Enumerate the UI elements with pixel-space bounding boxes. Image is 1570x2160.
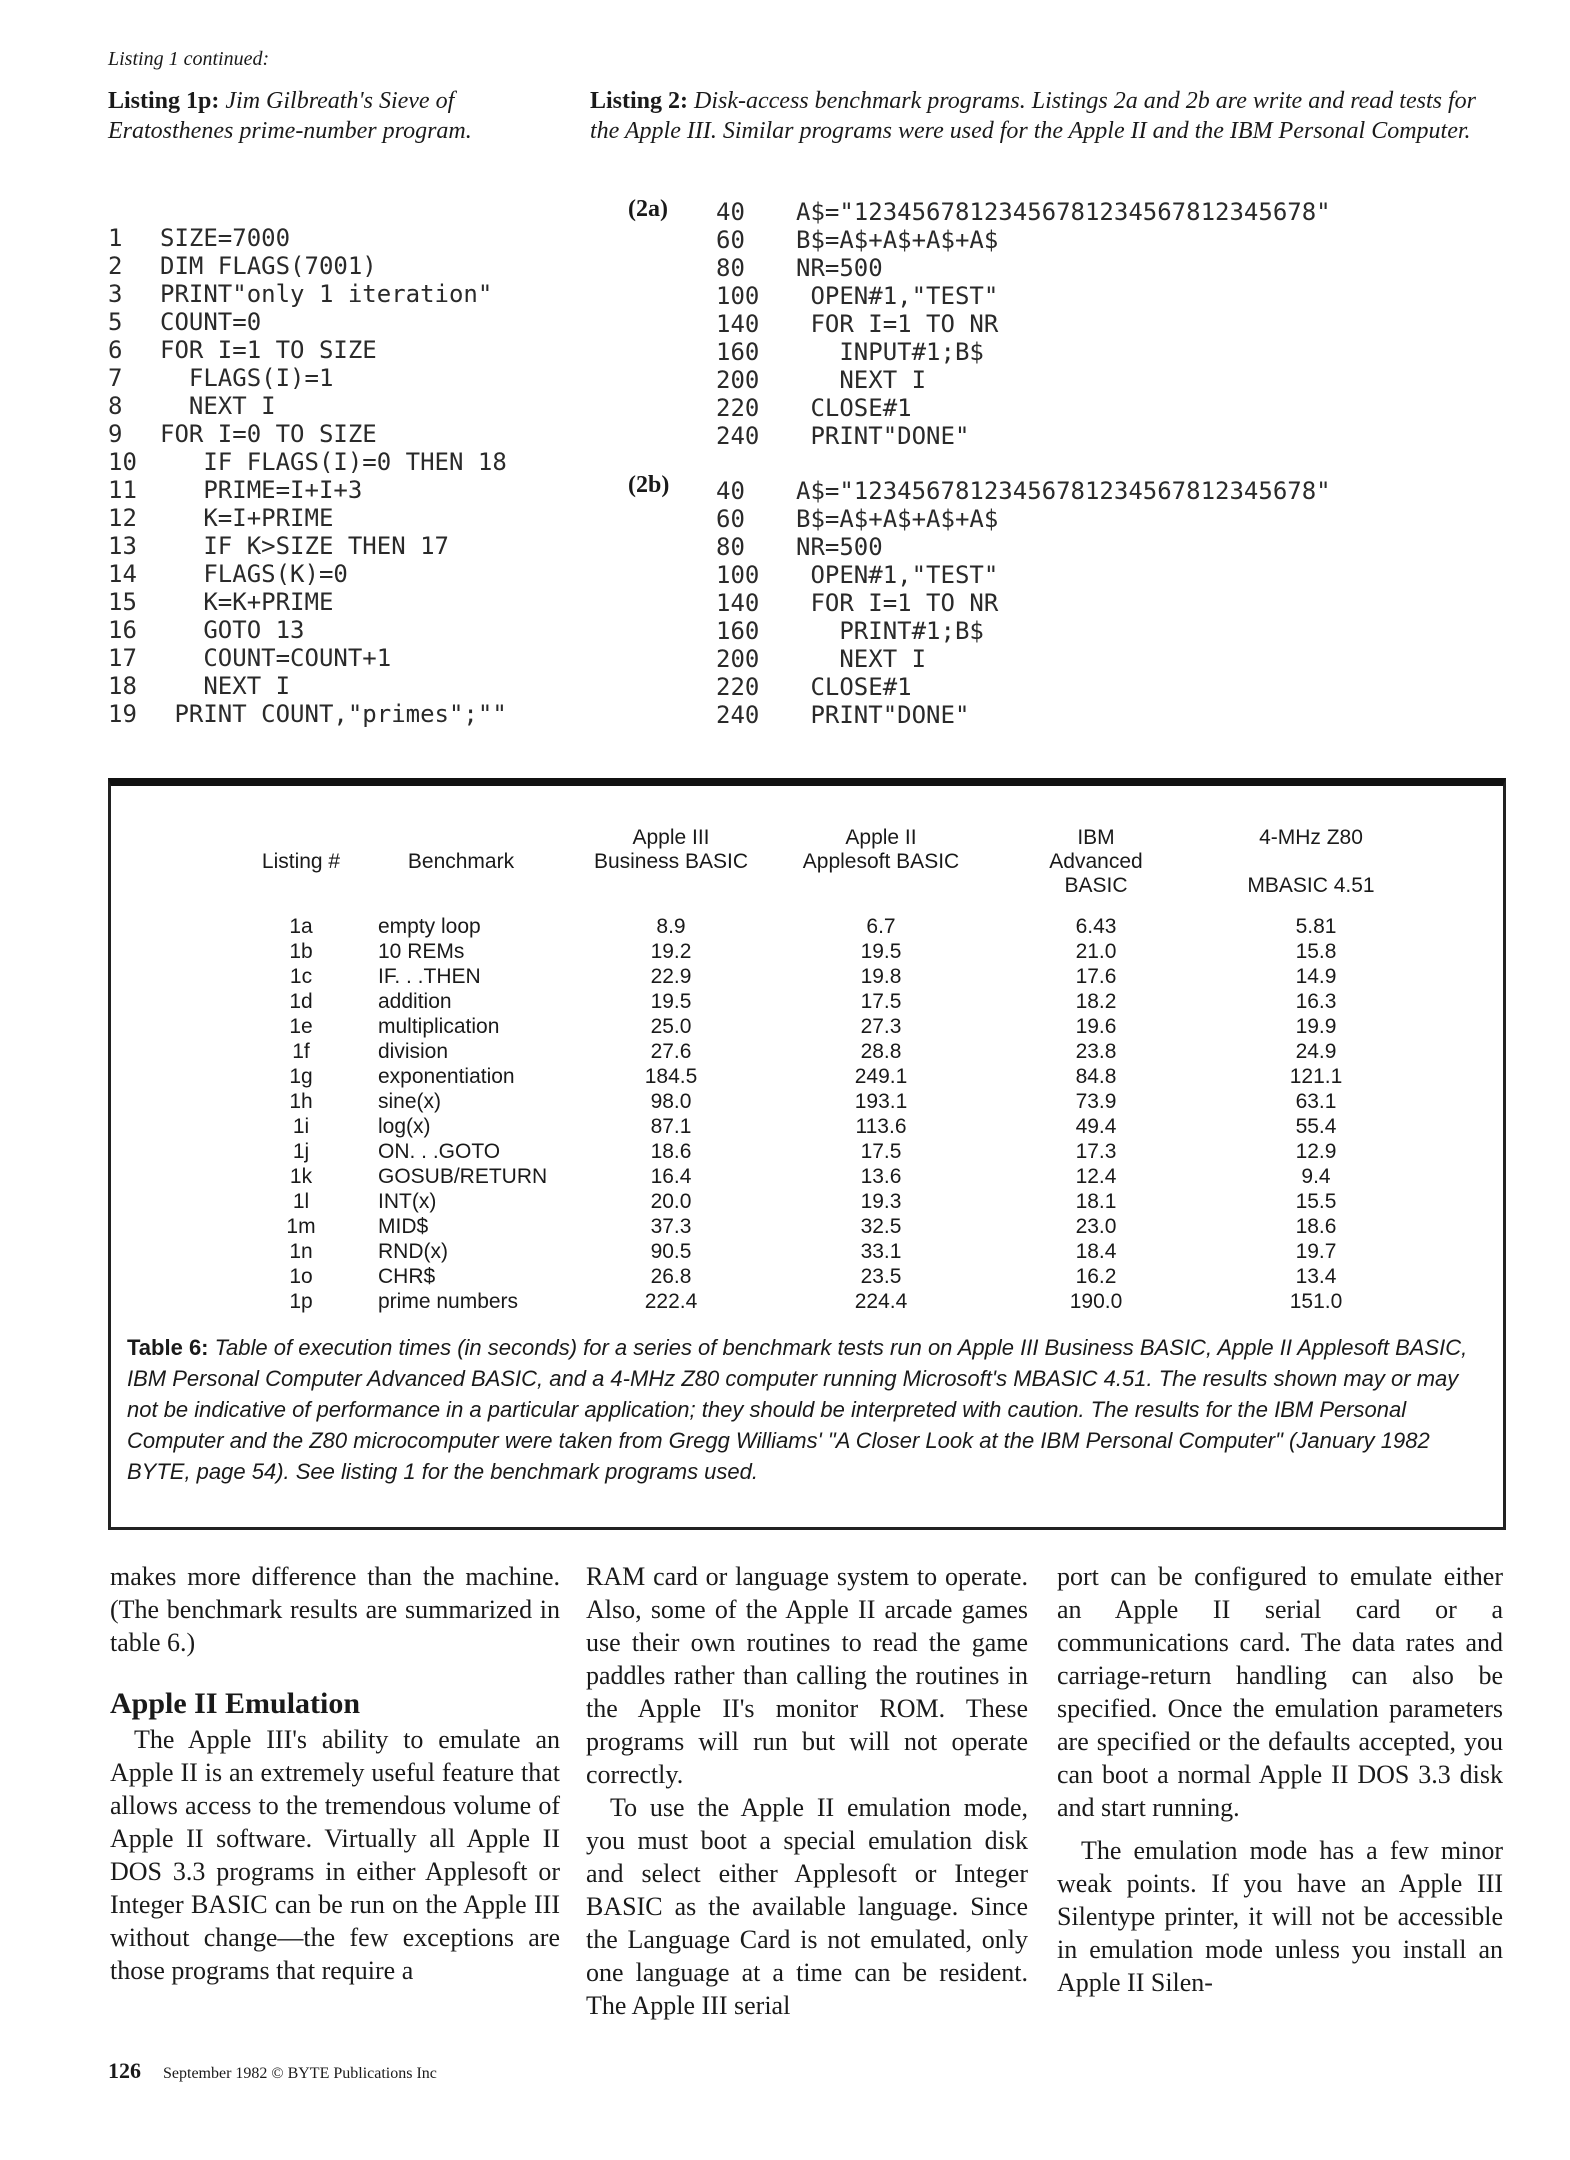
section-heading: Apple II Emulation: [110, 1687, 361, 1720]
line-item: 16.2: [1075, 1265, 1117, 1288]
line-item: 1j: [292, 1140, 310, 1163]
line-item: 19.2: [650, 940, 692, 963]
line-item: PRIME=I+I+3: [160, 476, 363, 504]
listing2-title: Disk-access benchmark programs. Listings 2a and 2b are write and read tests for the Apple III. Similar programs were used for the Apple II and the IBM Personal Computer.: [590, 88, 1476, 144]
line-item: 8.9: [656, 915, 686, 938]
header-listing: Listing #: [261, 850, 341, 873]
line-item: 19.8: [860, 965, 902, 988]
line-item: 13.6: [860, 1165, 902, 1188]
line-item: PRINT COUNT,"primes";"": [160, 700, 507, 728]
line-item: division: [378, 1040, 449, 1063]
line-item: MID$: [378, 1215, 429, 1238]
line-item: 220: [716, 394, 760, 422]
line-item: addition: [378, 990, 452, 1013]
line-item: 222.4: [644, 1290, 698, 1313]
listing2b-line-numbers: [716, 477, 786, 729]
body-column-3: [1057, 1560, 1503, 1999]
line-item: 140: [716, 589, 760, 617]
line-item: B$=A$+A$+A$+A$: [796, 226, 999, 254]
body-column-2: [586, 1560, 1028, 2022]
line-item: 60: [716, 505, 745, 533]
column-apple2: [831, 914, 931, 1314]
line-item: 224.4: [854, 1290, 908, 1313]
line-item: 190.0: [1069, 1290, 1123, 1313]
table6-caption: [127, 1332, 1487, 1487]
line-item: 1b: [289, 940, 313, 963]
line-item: 60: [716, 226, 745, 254]
line-item: 18.2: [1075, 990, 1117, 1013]
line-item: K=I+PRIME: [160, 504, 334, 532]
line-item: 23.0: [1075, 1215, 1117, 1238]
line-item: FLAGS(I)=1: [160, 364, 334, 392]
line-item: 9: [108, 420, 123, 448]
line-item: IF. . .THEN: [378, 965, 481, 988]
line-item: 200: [716, 366, 760, 394]
line-item: 16.4: [650, 1165, 692, 1188]
line-item: 19: [108, 700, 137, 728]
listing1p-caption: [108, 86, 528, 146]
listing2-label: Listing 2:: [590, 88, 689, 114]
line-item: 19.3: [860, 1190, 902, 1213]
line-item: 32.5: [860, 1215, 902, 1238]
line-item: A$="12345678123456781234567812345678": [796, 477, 1331, 505]
body-column-1: [110, 1560, 560, 1987]
listing2b-code: [796, 477, 1496, 729]
line-item: 10 REMs: [378, 940, 465, 963]
line-item: 1l: [292, 1190, 310, 1213]
listing2a-line-numbers: [716, 198, 786, 450]
line-item: 33.1: [860, 1240, 902, 1263]
column-z80: [1266, 914, 1366, 1314]
line-item: 249.1: [854, 1065, 908, 1088]
line-item: 16.3: [1295, 990, 1337, 1013]
line-item: log(x): [378, 1115, 431, 1138]
line-item: 6.43: [1075, 915, 1117, 938]
header-apple2: Apple II Applesoft BASIC: [802, 826, 960, 873]
line-item: 121.1: [1289, 1065, 1343, 1088]
line-item: 5.81: [1295, 915, 1337, 938]
header-ibm: IBM Advanced BASIC: [1049, 826, 1143, 897]
line-item: RND(x): [378, 1240, 448, 1263]
line-item: FOR I=0 TO SIZE: [160, 420, 377, 448]
header-apple3: Apple III Business BASIC: [593, 826, 749, 873]
line-item: FOR I=1 TO NR: [796, 589, 999, 617]
line-item: NEXT I: [160, 672, 291, 700]
line-item: 37.3: [650, 1215, 692, 1238]
line-item: 63.1: [1295, 1090, 1337, 1113]
line-item: PRINT"only 1 iteration": [160, 280, 493, 308]
listing2b-label: (2b): [628, 472, 670, 498]
paragraph: RAM card or language system to operate. Also, some of the Apple II arcade games use their own routines to read the game paddles rather than calling the routines in the Apple II's monitor ROM. These programs will run but will not operate correctly.: [586, 1562, 1028, 1789]
line-item: empty loop: [378, 915, 481, 938]
line-item: 23.5: [860, 1265, 902, 1288]
line-item: 15.5: [1295, 1190, 1337, 1213]
line-item: FOR I=1 TO NR: [796, 310, 999, 338]
line-item: 13: [108, 532, 137, 560]
line-item: 7: [108, 364, 123, 392]
line-item: 15.8: [1295, 940, 1337, 963]
table6-caption-label: Table 6:: [127, 1335, 209, 1360]
line-item: 10: [108, 448, 137, 476]
line-item: 87.1: [650, 1115, 692, 1138]
listing2a-label: (2a): [628, 196, 668, 222]
line-item: 28.8: [860, 1040, 902, 1063]
line-item: 80: [716, 533, 745, 561]
line-item: 13.4: [1295, 1265, 1337, 1288]
line-item: 240: [716, 422, 760, 450]
line-item: 240: [716, 701, 760, 729]
line-item: 15: [108, 588, 137, 616]
line-item: 19.7: [1295, 1240, 1337, 1263]
line-item: OPEN#1,"TEST": [796, 282, 999, 310]
table6-caption-text: Table of execution times (in seconds) for a series of benchmark tests run on Apple III Business BASIC, Apple II Applesoft BASIC, IBM Personal Computer Advanced BASIC, and a 4-MHz Z80 computer running Microsoft's MBASIC 4.51. The results shown may or may not be indicative of performance in a particular application; they should be interpreted with caution. The results for the IBM Personal Computer and the Z80 microcomputer were taken from Gregg Williams' "A Closer Look at the IBM Personal Computer" (January 1982 BYTE, page 54). See listing 1 for the benchmark programs used.: [127, 1335, 1468, 1484]
line-item: 1d: [289, 990, 313, 1013]
line-item: 6: [108, 336, 123, 364]
line-item: 20.0: [650, 1190, 692, 1213]
line-item: 18.4: [1075, 1240, 1117, 1263]
page-number: 126: [108, 2058, 141, 2083]
line-item: 17.6: [1075, 965, 1117, 988]
line-item: 140: [716, 310, 760, 338]
line-item: 1m: [286, 1215, 316, 1238]
line-item: GOSUB/RETURN: [378, 1165, 548, 1188]
line-item: COUNT=0: [160, 308, 262, 336]
line-item: 49.4: [1075, 1115, 1117, 1138]
line-item: 151.0: [1289, 1290, 1343, 1313]
line-item: 90.5: [650, 1240, 692, 1263]
line-item: 100: [716, 282, 760, 310]
line-item: 1: [108, 224, 123, 252]
line-item: 1c: [289, 965, 313, 988]
line-item: 9.4: [1301, 1165, 1331, 1188]
line-item: 73.9: [1075, 1090, 1117, 1113]
line-item: ON. . .GOTO: [378, 1140, 501, 1163]
paragraph: port can be configured to emulate either an Apple II serial card or a communications card. The data rates and carriage-return handling can also be specified. Once the emulation parameters are specified or the defaults accepted, you can boot a normal Apple II DOS 3.3 disk and start running.: [1057, 1562, 1503, 1822]
line-item: 12.4: [1075, 1165, 1117, 1188]
line-item: 1o: [289, 1265, 313, 1288]
line-item: NEXT I: [160, 392, 276, 420]
line-item: INPUT#1;B$: [796, 338, 984, 366]
line-item: CHR$: [378, 1265, 436, 1288]
line-item: 8: [108, 392, 123, 420]
line-item: 12.9: [1295, 1140, 1337, 1163]
line-item: NR=500: [796, 254, 883, 282]
line-item: 11: [108, 476, 137, 504]
line-item: NEXT I: [796, 645, 927, 673]
paragraph: The emulation mode has a few minor weak points. If you have an Apple III Silentype printer, it will not be accessible in emulation mode unless you install an Apple II Silen-: [1057, 1836, 1503, 1997]
line-item: 40: [716, 198, 745, 226]
header-z80: 4-MHz Z80 MBASIC 4.51: [1247, 826, 1375, 897]
line-item: 1f: [292, 1040, 310, 1063]
line-item: FLAGS(K)=0: [160, 560, 348, 588]
column-benchmarks: [378, 914, 568, 1314]
line-item: PRINT"DONE": [796, 701, 970, 729]
line-item: 27.6: [650, 1040, 692, 1063]
line-item: 17.3: [1075, 1140, 1117, 1163]
line-item: 1g: [289, 1065, 313, 1088]
column-ibm: [1046, 914, 1146, 1314]
column-listing-ids: [276, 914, 326, 1314]
line-item: 3: [108, 280, 123, 308]
line-item: 14.9: [1295, 965, 1337, 988]
line-item: 1i: [292, 1115, 310, 1138]
line-item: 40: [716, 477, 745, 505]
line-item: 1a: [289, 915, 313, 938]
line-item: 1p: [289, 1290, 313, 1313]
line-item: K=K+PRIME: [160, 588, 334, 616]
line-item: 26.8: [650, 1265, 692, 1288]
line-item: 19.9: [1295, 1015, 1337, 1038]
line-item: 200: [716, 645, 760, 673]
line-item: IF FLAGS(I)=0 THEN 18: [160, 448, 507, 476]
line-item: 16: [108, 616, 137, 644]
column-apple3: [621, 914, 721, 1314]
line-item: 1e: [289, 1015, 313, 1038]
line-item: 100: [716, 561, 760, 589]
paragraph: To use the Apple II emulation mode, you must boot a special emulation disk and select either Applesoft or Integer BASIC as the available language. Since the Language Card is not emulated, only one language at a time can be resident. The Apple III serial: [586, 1793, 1028, 2020]
line-item: 19.6: [1075, 1015, 1117, 1038]
paragraph: The Apple III's ability to emulate an Apple II is an extremely useful feature that allows access to the tremendous volume of Apple II software. Virtually all Apple II DOS 3.3 programs in either Applesoft or Integer BASIC can be run on the Apple III without change—the few exceptions are those programs that require a: [110, 1725, 560, 1985]
line-item: 25.0: [650, 1015, 692, 1038]
line-item: 12: [108, 504, 137, 532]
line-item: 19.5: [650, 990, 692, 1013]
listing2a-code: [796, 198, 1496, 450]
line-item: 2: [108, 252, 123, 280]
line-item: 160: [716, 338, 760, 366]
header-benchmark: Benchmark: [407, 850, 515, 873]
line-item: 98.0: [650, 1090, 692, 1113]
line-item: 19.5: [860, 940, 902, 963]
line-item: 22.9: [650, 965, 692, 988]
line-item: INT(x): [378, 1190, 437, 1213]
line-item: 220: [716, 673, 760, 701]
listing1p-label: Listing 1p:: [108, 88, 220, 114]
line-item: 21.0: [1075, 940, 1117, 963]
line-item: 1h: [289, 1090, 313, 1113]
line-item: 1n: [289, 1240, 313, 1263]
line-item: exponentiation: [378, 1065, 515, 1088]
line-item: 17.5: [860, 990, 902, 1013]
line-item: sine(x): [378, 1090, 442, 1113]
line-item: PRINT#1;B$: [796, 617, 984, 645]
listing1p-code: [160, 224, 630, 728]
line-item: 14: [108, 560, 137, 588]
listing1p-title: Jim Gilbreath's Sieve of Eratosthenes prime-number program.: [108, 88, 472, 144]
line-item: 18.6: [1295, 1215, 1337, 1238]
line-item: NEXT I: [796, 366, 927, 394]
line-item: prime numbers: [378, 1290, 519, 1313]
line-item: 55.4: [1295, 1115, 1337, 1138]
line-item: 27.3: [860, 1015, 902, 1038]
line-item: GOTO 13: [160, 616, 305, 644]
line-item: 23.8: [1075, 1040, 1117, 1063]
line-item: 24.9: [1295, 1040, 1337, 1063]
line-item: DIM FLAGS(7001): [160, 252, 377, 280]
line-item: COUNT=COUNT+1: [160, 644, 392, 672]
line-item: 160: [716, 617, 760, 645]
line-item: 18: [108, 672, 137, 700]
line-item: 5: [108, 308, 123, 336]
line-item: 193.1: [854, 1090, 908, 1113]
table6: [108, 778, 1506, 1530]
line-item: 18.6: [650, 1140, 692, 1163]
line-item: IF K>SIZE THEN 17: [160, 532, 449, 560]
line-item: 184.5: [644, 1065, 698, 1088]
line-item: PRINT"DONE": [796, 422, 970, 450]
line-item: 113.6: [855, 1115, 907, 1138]
footer: [108, 2058, 437, 2084]
line-item: 1k: [289, 1165, 313, 1188]
line-item: 18.1: [1075, 1190, 1117, 1213]
line-item: 17: [108, 644, 137, 672]
line-item: 84.8: [1075, 1065, 1117, 1088]
line-item: CLOSE#1: [796, 394, 912, 422]
line-item: 6.7: [866, 915, 896, 938]
line-item: 80: [716, 254, 745, 282]
line-item: A$="12345678123456781234567812345678": [796, 198, 1331, 226]
line-item: multiplication: [378, 1015, 500, 1038]
line-item: FOR I=1 TO SIZE: [160, 336, 377, 364]
footer-text: September 1982 © BYTE Publications Inc: [163, 2065, 437, 2082]
line-item: NR=500: [796, 533, 883, 561]
line-item: 17.5: [860, 1140, 902, 1163]
line-item: CLOSE#1: [796, 673, 912, 701]
listing1p-line-numbers: [108, 224, 158, 728]
line-item: OPEN#1,"TEST": [796, 561, 999, 589]
continued-label: Listing 1 continued:: [108, 48, 270, 70]
line-item: SIZE=7000: [160, 224, 291, 252]
paragraph: makes more difference than the machine. (The benchmark results are summarized in table 6.): [110, 1562, 560, 1657]
listing2-caption: [590, 86, 1510, 146]
line-item: B$=A$+A$+A$+A$: [796, 505, 999, 533]
